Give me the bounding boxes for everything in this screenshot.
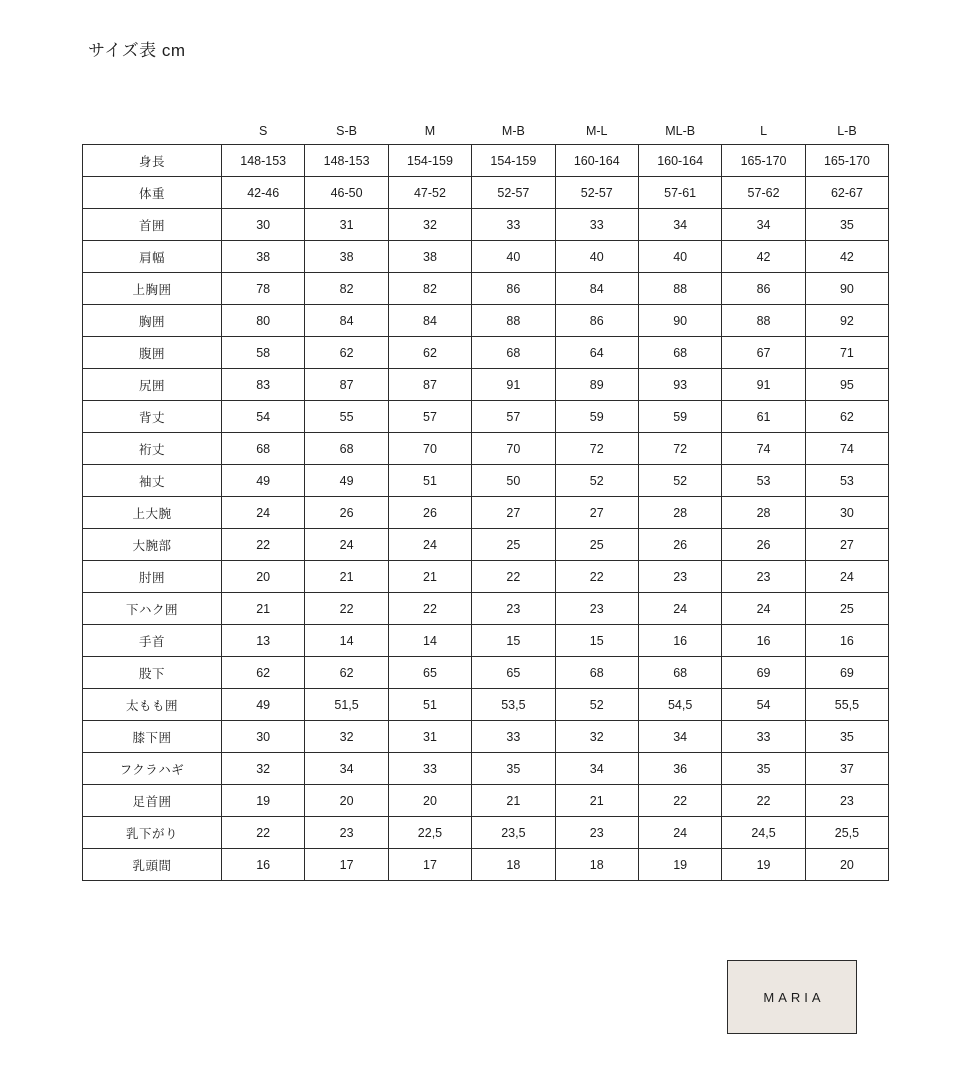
table-cell: 38 xyxy=(222,241,305,273)
table-cell: 165-170 xyxy=(805,145,888,177)
table-cell: 34 xyxy=(638,721,721,753)
table-cell: 26 xyxy=(388,497,471,529)
table-cell: 148-153 xyxy=(305,145,388,177)
table-cell: 33 xyxy=(472,209,555,241)
table-row xyxy=(83,337,889,369)
table-row xyxy=(83,657,889,689)
table-cell: 72 xyxy=(638,433,721,465)
table-cell: 34 xyxy=(722,209,805,241)
table-cell: 53,5 xyxy=(472,689,555,721)
table-cell: 20 xyxy=(305,785,388,817)
table-cell: 69 xyxy=(805,657,888,689)
table-cell: 80 xyxy=(222,305,305,337)
table-cell: 165-170 xyxy=(722,145,805,177)
table-cell: 57-61 xyxy=(638,177,721,209)
row-header: 体重 xyxy=(83,177,222,209)
column-header: L-B xyxy=(837,124,857,138)
table-row xyxy=(83,177,889,209)
brand-logo-box xyxy=(727,960,857,1034)
table-cell: 59 xyxy=(555,401,638,433)
table-cell: 35 xyxy=(722,753,805,785)
table-cell: 38 xyxy=(388,241,471,273)
table-cell: 74 xyxy=(722,433,805,465)
row-header: 身長 xyxy=(83,145,222,177)
size-chart-container xyxy=(82,110,888,881)
table-cell: 23 xyxy=(472,593,555,625)
table-cell: 62 xyxy=(805,401,888,433)
table-cell: 49 xyxy=(222,689,305,721)
table-cell: 87 xyxy=(388,369,471,401)
table-cell: 84 xyxy=(305,305,388,337)
table-cell: 26 xyxy=(305,497,388,529)
page-title: サイズ表 cm xyxy=(88,41,186,60)
table-cell: 68 xyxy=(305,433,388,465)
table-cell: 27 xyxy=(805,529,888,561)
table-row xyxy=(83,721,889,753)
table-cell: 23 xyxy=(638,561,721,593)
row-header: 大腕部 xyxy=(83,529,222,561)
table-row xyxy=(83,817,889,849)
table-cell: 25 xyxy=(555,529,638,561)
table-cell: 51 xyxy=(388,689,471,721)
table-cell: 70 xyxy=(472,433,555,465)
table-row xyxy=(83,465,889,497)
table-cell: 37 xyxy=(805,753,888,785)
row-header: 手首 xyxy=(83,625,222,657)
table-cell: 68 xyxy=(472,337,555,369)
table-cell: 40 xyxy=(472,241,555,273)
row-header: 尻囲 xyxy=(83,369,222,401)
table-cell: 52 xyxy=(555,465,638,497)
row-header: 足首囲 xyxy=(83,785,222,817)
table-cell: 35 xyxy=(472,753,555,785)
table-cell: 31 xyxy=(388,721,471,753)
table-cell: 22,5 xyxy=(388,817,471,849)
table-cell: 22 xyxy=(222,529,305,561)
table-cell: 74 xyxy=(805,433,888,465)
table-cell: 34 xyxy=(305,753,388,785)
table-cell: 24 xyxy=(305,529,388,561)
table-cell: 32 xyxy=(222,753,305,785)
table-cell: 49 xyxy=(222,465,305,497)
row-header: 腹囲 xyxy=(83,337,222,369)
table-cell: 50 xyxy=(472,465,555,497)
table-cell: 38 xyxy=(305,241,388,273)
table-cell: 68 xyxy=(555,657,638,689)
table-cell: 30 xyxy=(805,497,888,529)
table-cell: 160-164 xyxy=(638,145,721,177)
table-cell: 89 xyxy=(555,369,638,401)
table-row xyxy=(83,529,889,561)
table-cell: 86 xyxy=(555,305,638,337)
table-cell: 22 xyxy=(388,593,471,625)
row-header: 下ハク囲 xyxy=(83,593,222,625)
table-cell: 90 xyxy=(638,305,721,337)
table-cell: 92 xyxy=(805,305,888,337)
table-cell: 58 xyxy=(222,337,305,369)
table-row xyxy=(83,369,889,401)
table-cell: 15 xyxy=(472,625,555,657)
row-header: 股下 xyxy=(83,657,222,689)
table-cell: 42 xyxy=(805,241,888,273)
table-cell: 27 xyxy=(555,497,638,529)
column-header: S xyxy=(259,124,268,138)
table-cell: 86 xyxy=(472,273,555,305)
table-cell: 40 xyxy=(555,241,638,273)
brand-name: MARIA xyxy=(763,989,825,1005)
table-cell: 21 xyxy=(555,785,638,817)
table-cell: 23 xyxy=(805,785,888,817)
table-cell: 16 xyxy=(805,625,888,657)
table-cell: 54,5 xyxy=(638,689,721,721)
table-cell: 22 xyxy=(638,785,721,817)
table-cell: 25,5 xyxy=(805,817,888,849)
table-row xyxy=(83,497,889,529)
table-cell: 72 xyxy=(555,433,638,465)
table-cell: 55 xyxy=(305,401,388,433)
table-cell: 82 xyxy=(388,273,471,305)
table-cell: 18 xyxy=(472,849,555,881)
table-cell: 52 xyxy=(638,465,721,497)
column-header: M xyxy=(424,124,436,138)
table-cell: 13 xyxy=(222,625,305,657)
table-cell: 51 xyxy=(388,465,471,497)
table-row xyxy=(83,561,889,593)
table-cell: 47-52 xyxy=(388,177,471,209)
table-cell: 16 xyxy=(222,849,305,881)
table-cell: 33 xyxy=(722,721,805,753)
table-cell: 57-62 xyxy=(722,177,805,209)
table-cell: 35 xyxy=(805,209,888,241)
row-header: 背丈 xyxy=(83,401,222,433)
table-cell: 27 xyxy=(472,497,555,529)
table-cell: 30 xyxy=(222,209,305,241)
table-cell: 46-50 xyxy=(305,177,388,209)
table-row xyxy=(83,625,889,657)
column-header: S-B xyxy=(336,124,357,138)
table-cell: 61 xyxy=(722,401,805,433)
table-row xyxy=(83,145,889,177)
table-cell: 34 xyxy=(555,753,638,785)
table-cell: 14 xyxy=(388,625,471,657)
row-header: 肘囲 xyxy=(83,561,222,593)
table-cell: 28 xyxy=(638,497,721,529)
table-cell: 57 xyxy=(388,401,471,433)
table-cell: 53 xyxy=(722,465,805,497)
table-row xyxy=(83,689,889,721)
table-cell: 22 xyxy=(472,561,555,593)
table-cell: 67 xyxy=(722,337,805,369)
table-cell: 51,5 xyxy=(305,689,388,721)
table-cell: 65 xyxy=(472,657,555,689)
table-cell: 42-46 xyxy=(222,177,305,209)
table-cell: 40 xyxy=(638,241,721,273)
column-header: L xyxy=(760,124,768,138)
table-cell: 49 xyxy=(305,465,388,497)
table-cell: 17 xyxy=(388,849,471,881)
table-cell: 53 xyxy=(805,465,888,497)
table-cell: 55,5 xyxy=(805,689,888,721)
row-header: 首囲 xyxy=(83,209,222,241)
table-cell: 23 xyxy=(555,817,638,849)
table-cell: 24 xyxy=(222,497,305,529)
table-cell: 68 xyxy=(638,657,721,689)
table-cell: 62-67 xyxy=(805,177,888,209)
table-cell: 68 xyxy=(638,337,721,369)
table-cell: 88 xyxy=(722,305,805,337)
table-cell: 84 xyxy=(555,273,638,305)
table-cell: 20 xyxy=(222,561,305,593)
table-cell: 34 xyxy=(638,209,721,241)
table-row xyxy=(83,753,889,785)
table-cell: 42 xyxy=(722,241,805,273)
table-cell: 59 xyxy=(638,401,721,433)
table-cell: 71 xyxy=(805,337,888,369)
table-cell: 22 xyxy=(222,817,305,849)
table-cell: 148-153 xyxy=(222,145,305,177)
size-chart-table xyxy=(82,110,889,881)
table-cell: 21 xyxy=(222,593,305,625)
table-cell: 22 xyxy=(722,785,805,817)
table-cell: 160-164 xyxy=(555,145,638,177)
table-cell: 21 xyxy=(472,785,555,817)
table-cell: 36 xyxy=(638,753,721,785)
table-cell: 88 xyxy=(638,273,721,305)
table-cell: 88 xyxy=(472,305,555,337)
column-header: M-B xyxy=(501,124,525,138)
table-header xyxy=(83,110,889,145)
row-header: 上大腕 xyxy=(83,497,222,529)
table-cell: 52 xyxy=(555,689,638,721)
table-cell: 68 xyxy=(222,433,305,465)
table-row xyxy=(83,593,889,625)
table-cell: 28 xyxy=(722,497,805,529)
table-cell: 24 xyxy=(388,529,471,561)
table-cell: 52-57 xyxy=(472,177,555,209)
table-cell: 54 xyxy=(222,401,305,433)
table-cell: 52-57 xyxy=(555,177,638,209)
row-header: 裄丈 xyxy=(83,433,222,465)
row-header: 膝下囲 xyxy=(83,721,222,753)
table-cell: 91 xyxy=(722,369,805,401)
table-cell: 22 xyxy=(555,561,638,593)
table-cell: 35 xyxy=(805,721,888,753)
table-cell: 32 xyxy=(555,721,638,753)
table-corner-cell xyxy=(83,110,222,145)
table-cell: 82 xyxy=(305,273,388,305)
table-cell: 21 xyxy=(388,561,471,593)
table-cell: 14 xyxy=(305,625,388,657)
row-header: 胸囲 xyxy=(83,305,222,337)
row-header: 太もも囲 xyxy=(83,689,222,721)
table-cell: 22 xyxy=(305,593,388,625)
table-cell: 32 xyxy=(388,209,471,241)
table-cell: 86 xyxy=(722,273,805,305)
table-cell: 16 xyxy=(722,625,805,657)
column-header: M-L xyxy=(585,124,608,138)
table-cell: 57 xyxy=(472,401,555,433)
table-cell: 87 xyxy=(305,369,388,401)
table-cell: 19 xyxy=(638,849,721,881)
row-header: 乳頭間 xyxy=(83,849,222,881)
table-cell: 21 xyxy=(305,561,388,593)
table-cell: 23,5 xyxy=(472,817,555,849)
row-header: 乳下がり xyxy=(83,817,222,849)
table-cell: 19 xyxy=(722,849,805,881)
table-cell: 62 xyxy=(222,657,305,689)
table-cell: 54 xyxy=(722,689,805,721)
table-cell: 69 xyxy=(722,657,805,689)
table-cell: 154-159 xyxy=(388,145,471,177)
table-cell: 33 xyxy=(388,753,471,785)
table-cell: 20 xyxy=(388,785,471,817)
table-row xyxy=(83,241,889,273)
column-header: ML-B xyxy=(665,124,696,138)
table-cell: 62 xyxy=(305,657,388,689)
table-cell: 32 xyxy=(305,721,388,753)
table-cell: 62 xyxy=(305,337,388,369)
table-cell: 64 xyxy=(555,337,638,369)
table-cell: 24 xyxy=(638,817,721,849)
row-header: 肩幅 xyxy=(83,241,222,273)
table-cell: 24 xyxy=(805,561,888,593)
table-cell: 18 xyxy=(555,849,638,881)
table-cell: 24 xyxy=(638,593,721,625)
table-cell: 23 xyxy=(305,817,388,849)
table-cell: 30 xyxy=(222,721,305,753)
table-row xyxy=(83,433,889,465)
table-cell: 15 xyxy=(555,625,638,657)
table-cell: 16 xyxy=(638,625,721,657)
table-row xyxy=(83,273,889,305)
row-header: 上胸囲 xyxy=(83,273,222,305)
table-cell: 70 xyxy=(388,433,471,465)
table-cell: 20 xyxy=(805,849,888,881)
table-cell: 90 xyxy=(805,273,888,305)
table-cell: 93 xyxy=(638,369,721,401)
table-cell: 19 xyxy=(222,785,305,817)
table-cell: 62 xyxy=(388,337,471,369)
row-header: フクラハギ xyxy=(83,753,222,785)
table-cell: 83 xyxy=(222,369,305,401)
table-row xyxy=(83,785,889,817)
table-cell: 26 xyxy=(638,529,721,561)
table-cell: 23 xyxy=(722,561,805,593)
table-cell: 33 xyxy=(472,721,555,753)
row-header: 袖丈 xyxy=(83,465,222,497)
table-cell: 84 xyxy=(388,305,471,337)
table-cell: 33 xyxy=(555,209,638,241)
table-cell: 31 xyxy=(305,209,388,241)
table-cell: 65 xyxy=(388,657,471,689)
table-row xyxy=(83,401,889,433)
table-cell: 95 xyxy=(805,369,888,401)
table-cell: 24,5 xyxy=(722,817,805,849)
table-cell: 25 xyxy=(472,529,555,561)
table-cell: 78 xyxy=(222,273,305,305)
table-row xyxy=(83,305,889,337)
table-cell: 25 xyxy=(805,593,888,625)
table-cell: 26 xyxy=(722,529,805,561)
table-cell: 17 xyxy=(305,849,388,881)
table-row xyxy=(83,849,889,881)
table-cell: 91 xyxy=(472,369,555,401)
table-cell: 154-159 xyxy=(472,145,555,177)
table-body xyxy=(83,145,889,881)
table-cell: 24 xyxy=(722,593,805,625)
table-row xyxy=(83,209,889,241)
table-header-row xyxy=(83,110,889,145)
table-cell: 23 xyxy=(555,593,638,625)
